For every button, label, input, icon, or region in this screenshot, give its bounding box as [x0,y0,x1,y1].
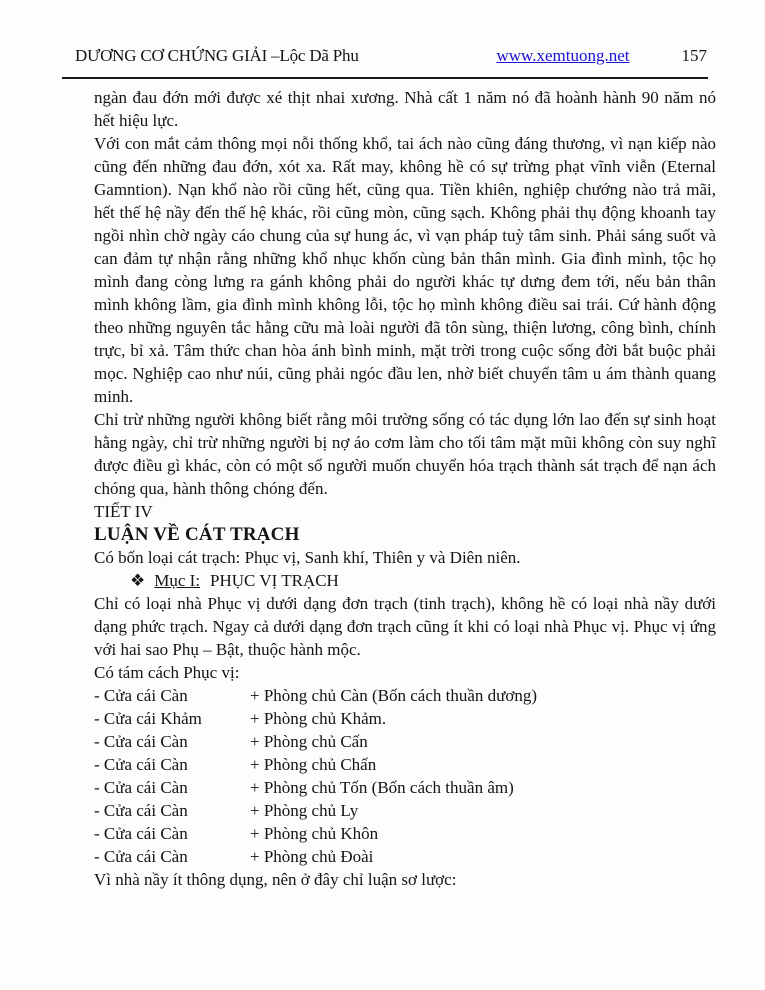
chapter-heading: LUẬN VỀ CÁT TRẠCH [94,524,300,545]
room-label: + Phòng chủ Càn (Bốn cách thuần dương) [250,686,537,705]
paragraph: Với con mắt cảm thông mọi nỗi thống khổ, tai ách nào cũng đáng thương, vì nạn kiếp nào cũng đến những đau đớn, xót xa. Rất may, không hề có sự trừng phạt vĩnh viễn (Eternal Gamntion). Nạn khổ nào rồi cũng hết, cũng qua. Tiền khiên, nghiệp chướng nào trả mãi, hết thế hệ nầy đến thế hệ khác, rồi cũng mòn, cũng sạch. Không phải thụ động khoanh tay ngồi nhìn chờ ngày cáo chung của sự hung ác, vì vạn pháp tuỳ tâm sinh. Phải sáng suốt và can đảm tự nhận rằng những khổ nhục khốn cùng bản thân mình. Gia đình mình, tộc họ mình đang còng lưng ra gánh không phải do người khác tự dưng đem tới, nếu bản thân mình không lầm, gia đình mình không lỗi, tộc họ mình không điều sai trái. Cứ hành động theo những nguyên tắc hằng cữu mà loài người đã tôn sùng, thiện lương, công bình, chính trực, bỉ xả. Tâm thức chan hòa ánh bình minh, mặt trời trong cuộc sống đời bắt buộc phải mọc. Nghiệp cao như núi, cũng phải ngóc đầu len, nhờ biết chuyển tâm u ám thành quang minh. [94,134,716,406]
diamond-bullet-icon: ❖ [130,571,146,590]
paragraph: Chỉ trừ những người không biết rằng môi trường sống có tác dụng lớn lao đến sự sinh hoạt hằng ngày, chỉ trừ những người bị nợ áo cơm làm cho tối tâm mặt mũi không còn suy nghĩ được điều gì khác, còn có một số người muốn chuyển hóa trạch thành sát trạch để nạn ách chóng qua, hành thông chóng đến. [94,410,716,498]
paragraph: Chỉ có loại nhà Phục vị dưới dạng đơn trạch (tinh trạch), không hề có loại nhà nầy dưới dạng phức trạch. Ngay cả dưới dạng đơn trạch cũng ít khi có loại nhà Phục vị. Phục vị ứng với hai sao Phụ – Bật, thuộc hành mộc. [94,594,716,659]
header-divider [62,77,708,79]
door-label: - Cửa cái Càn [94,801,188,820]
room-label: + Phòng chủ Khảm. [250,709,387,728]
room-label: + Phòng chủ Ly [250,801,359,820]
section-label: Mục I: [154,571,201,590]
door-label: - Cửa cái Càn [94,732,188,751]
list-item [94,799,716,822]
phuc-vi-list [94,684,716,868]
page-number: 157 [681,46,707,65]
door-label: - Cửa cái Càn [94,686,188,705]
list-item [94,845,716,868]
page-body [94,86,716,891]
website-link[interactable]: www.xemtuong.net [496,46,630,65]
book-title: DƯƠNG CƠ CHỨNG GIẢI –Lộc Dã Phu [75,46,359,65]
section-heading [94,569,716,592]
list-item [94,753,716,776]
room-label: + Phòng chủ Đoài [250,847,374,866]
section-title: PHỤC VỊ TRẠCH [210,571,339,590]
paragraph: Có bốn loại cát trạch: Phục vị, Sanh khí, Thiên y và Diên niên. [94,548,521,567]
room-label: + Phòng chủ Khôn [250,824,379,843]
list-item [94,707,716,730]
door-label: - Cửa cái Càn [94,755,188,774]
section-number-heading: TIẾT IV [94,502,153,521]
page-header [75,46,707,66]
paragraph: Vì nhà nầy ít thông dụng, nên ở đây chỉ luận sơ lược: [94,870,457,889]
door-label: - Cửa cái Càn [94,847,188,866]
room-label: + Phòng chủ Tốn (Bốn cách thuần âm) [250,778,514,797]
list-item [94,776,716,799]
list-item [94,822,716,845]
paragraph: ngàn đau đớn mới được xé thịt nhai xương. Nhà cất 1 năm nó đã hoành hành 90 năm nó hết hiệu lực. [94,88,716,130]
door-label: - Cửa cái Khảm [94,709,202,728]
room-label: + Phòng chủ Cấn [250,732,368,751]
list-item [94,730,716,753]
list-item [94,684,716,707]
door-label: - Cửa cái Càn [94,824,188,843]
room-label: + Phòng chủ Chấn [250,755,377,774]
door-label: - Cửa cái Càn [94,778,188,797]
paragraph: Có tám cách Phục vị: [94,663,240,682]
